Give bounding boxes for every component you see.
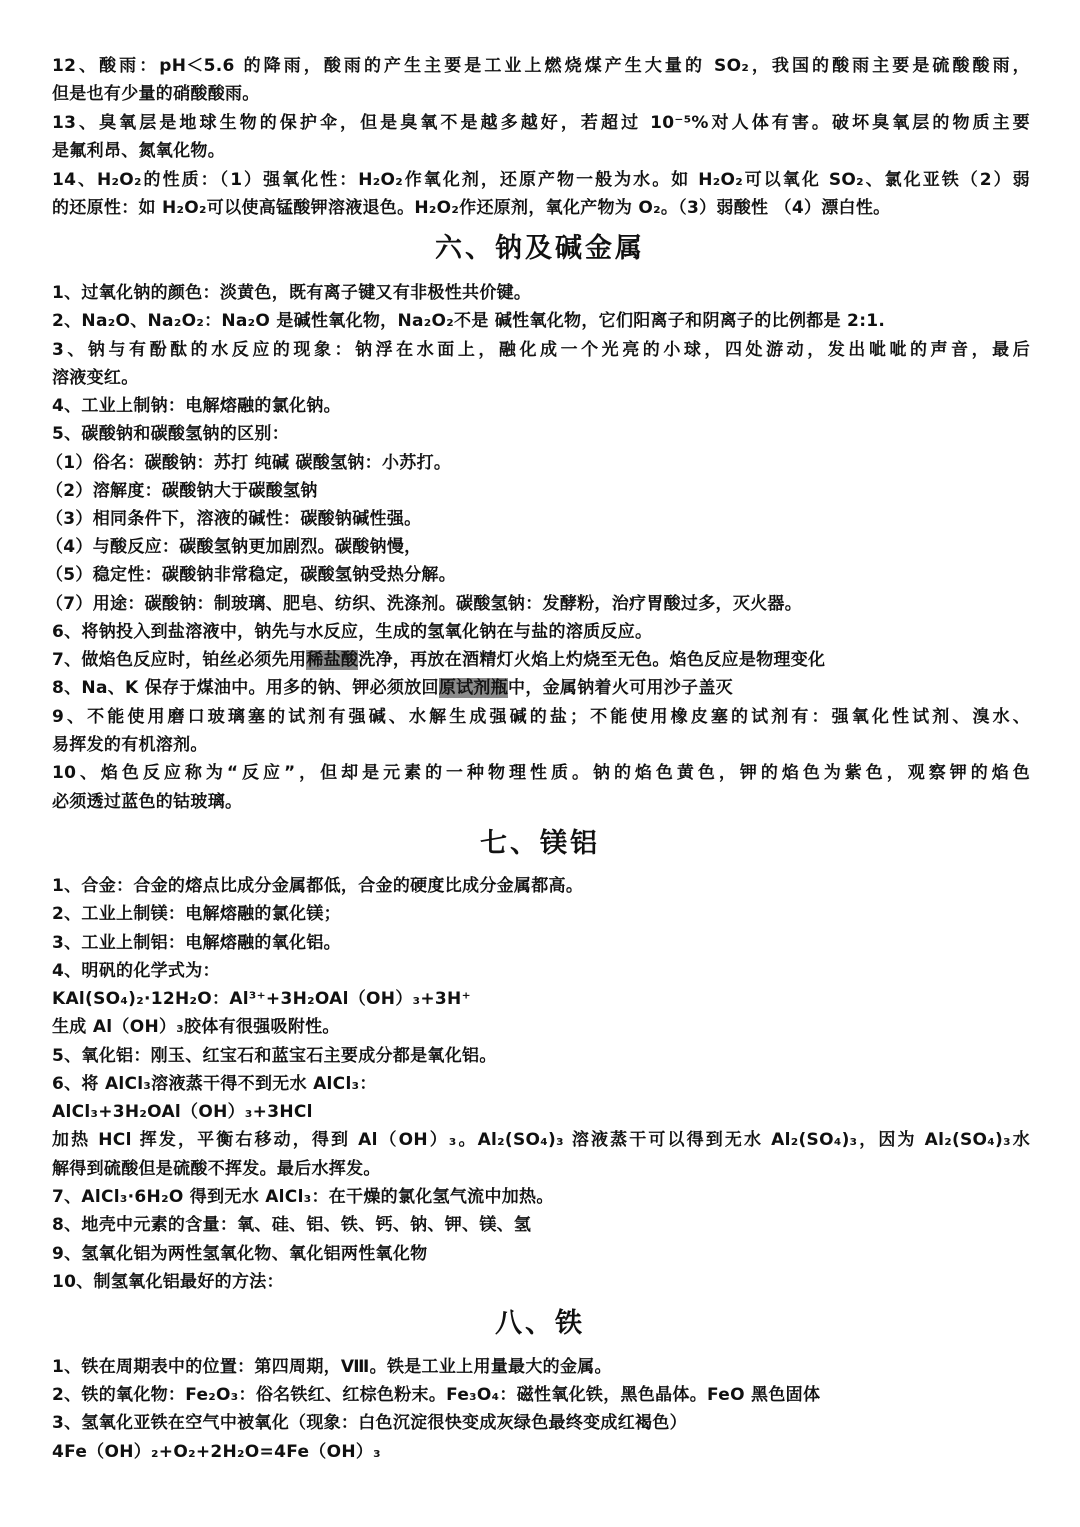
- s6-item-5-5: （5）稳定性：碳酸钠非常稳定，碳酸氢钠受热分解。: [46, 565, 457, 585]
- s7-item-3: 3、工业上制铝：电解熔融的氧化铝。: [52, 933, 341, 953]
- s6-item-10-line-2: 必须透过蓝色的钴玻璃。: [52, 792, 243, 812]
- s6-item-5-1: （1）俗名：碳酸钠：苏打 纯碱 碳酸氢钠：小苏打。: [46, 453, 452, 473]
- s6-item-5-4: （4）与酸反应：碳酸氢钠更加剧烈。碳酸钠慢，: [46, 537, 422, 557]
- section-6-heading: 六、钠及碱金属: [435, 233, 645, 264]
- s7-alum-formula: KAl(SO₄)₂·12H₂O：Al³⁺+3H₂OAl（OH）₃+3H⁺: [52, 989, 471, 1009]
- item-13-line-2: 是氟利昂、氮氧化物。: [52, 141, 225, 161]
- section-8-heading: 八、铁: [495, 1308, 585, 1339]
- item-14-line-1: 14、H₂O₂的性质：（1）强氧化性：H₂O₂作氧化剂，还原产物一般为水。如 H₂O₂可以氧化 SO₂、氯化亚铁（2）弱: [52, 170, 1030, 190]
- s6-item-10-line-1: 10、焰色反应称为“反应”，但却是元素的一种物理性质。钠的焰色黄色，钾的焰色为紫色，观察钾的焰色: [52, 763, 1030, 783]
- s6-item-8: [52, 674, 1030, 702]
- s6-item-7: [52, 646, 1030, 674]
- s7-item-5: 5、氧化铝：刚玉、红宝石和蓝宝石主要成分都是氧化铝。: [52, 1046, 497, 1066]
- s7-item-4: 4、明矾的化学式为：: [52, 961, 220, 981]
- s6-item-5-3: （3）相同条件下，溶液的碱性：碳酸钠碱性强。: [46, 509, 422, 529]
- s6-item-8-text-b: 中，金属钠着火可用沙子盖灭: [508, 678, 733, 698]
- s7-item-10: 10、制氢氧化铝最好的方法：: [52, 1272, 284, 1292]
- s7-item-2: 2、工业上制镁：电解熔融的氯化镁；: [52, 904, 341, 924]
- s6-item-9-line-2: 易挥发的有机溶剂。: [52, 735, 208, 755]
- s6-item-5-7: （7）用途：碳酸钠：制玻璃、肥皂、纺织、洗涤剂。碳酸氢钠：发酵粉，治疗胃酸过多，灭火器。: [46, 594, 803, 614]
- s7-item-8: 8、地壳中元素的含量：氧、硅、铝、铁、钙、钠、钾、镁、氢: [52, 1215, 532, 1235]
- s7-item-6-note-line-2: 解得到硫酸但是硫酸不挥发。最后水挥发。: [52, 1159, 381, 1179]
- s6-item-3-line-1: 3、钠与有酚酞的水反应的现象：钠浮在水面上，融化成一个光亮的小球，四处游动，发出呲呲的声音，最后: [52, 340, 1030, 360]
- highlighted-text: 稀盐酸: [306, 650, 359, 670]
- s7-item-7: 7、AlCl₃·6H₂O 得到无水 AlCl₃：在干燥的氯化氢气流中加热。: [52, 1187, 554, 1207]
- s7-alcl3-formula: AlCl₃+3H₂OAl（OH）₃+3HCl: [52, 1102, 313, 1122]
- s8-fe-formula: 4Fe（OH）₂+O₂+2H₂O=4Fe（OH）₃: [52, 1442, 381, 1462]
- s7-alum-note: 生成 Al（OH）₃胶体有很强吸附性。: [52, 1017, 340, 1037]
- s6-item-7-text-a: 7、做焰色反应时，铂丝必须先用: [52, 650, 307, 670]
- s7-item-9: 9、氢氧化铝为两性氢氧化物、氧化铝两性氧化物: [52, 1244, 428, 1264]
- s6-item-3-line-2: 溶液变红。: [52, 368, 139, 388]
- s6-item-4: 4、工业上制钠：电解熔融的氯化钠。: [52, 396, 341, 416]
- item-12-line-2: 但是也有少量的硝酸酸雨。: [52, 84, 260, 104]
- s6-item-8-text-a: 8、Na、K 保存于煤油中。用多的钠、钾必须放回: [52, 678, 439, 698]
- s6-item-7-text-b: 洗净，再放在酒精灯火焰上灼烧至无色。焰色反应是物理变化: [358, 650, 826, 670]
- s7-item-1: 1、合金：合金的熔点比成分金属都低，合金的硬度比成分金属都高。: [52, 876, 584, 896]
- s7-item-6: 6、将 AlCl₃溶液蒸干得不到无水 AlCl₃：: [52, 1074, 377, 1094]
- s6-item-1: 1、过氧化钠的颜色：淡黄色，既有离子键又有非极性共价键。: [52, 283, 532, 303]
- s7-item-6-note-line-1: 加热 HCl 挥发，平衡右移动，得到 Al（OH）₃。Al₂(SO₄)₃ 溶液蒸干可以得到无水 Al₂(SO₄)₃，因为 Al₂(SO₄)₃水: [52, 1130, 1030, 1150]
- s6-item-6: 6、将钠投入到盐溶液中，钠先与水反应，生成的氢氧化钠在与盐的溶质反应。: [52, 622, 653, 642]
- s6-item-5-2: （2）溶解度：碳酸钠大于碳酸氢钠: [46, 481, 318, 501]
- item-13-line-1: 13、臭氧层是地球生物的保护伞，但是臭氧不是越多越好，若超过 10⁻⁵%对人体有害。破坏臭氧层的物质主要: [52, 113, 1030, 133]
- section-7-heading: 七、镁铝: [480, 828, 600, 859]
- item-12-line-1: 12、酸雨：pH＜5.6 的降雨，酸雨的产生主要是工业上燃烧煤产生大量的 SO₂，我国的酸雨主要是硫酸酸雨，: [52, 56, 1030, 76]
- s6-item-9-line-1: 9、不能使用磨口玻璃塞的试剂有强碱、水解生成强碱的盐；不能使用橡皮塞的试剂有：强氧化性试剂、溴水、: [52, 707, 1030, 727]
- highlighted-text: 原试剂瓶: [438, 678, 509, 698]
- s8-item-2: 2、铁的氧化物：Fe₂O₃：俗名铁红、红棕色粉末。Fe₃O₄：磁性氧化铁，黑色晶体。FeO 黑色固体: [52, 1385, 821, 1405]
- s8-item-3: 3、氢氧化亚铁在空气中被氧化（现象：白色沉淀很快变成灰绿色最终变成红褐色）: [52, 1413, 687, 1433]
- s8-item-1: 1、铁在周期表中的位置：第四周期，Ⅷ。铁是工业上用量最大的金属。: [52, 1357, 612, 1377]
- s6-item-2: 2、Na₂O、Na₂O₂：Na₂O 是碱性氧化物，Na₂O₂不是 碱性氧化物，它们阳离子和阴离子的比例都是 2:1.: [52, 311, 886, 331]
- item-14-line-2: 的还原性：如 H₂O₂可以使高锰酸钾溶液退色。H₂O₂作还原剂，氧化产物为 O₂。（3）弱酸性 （4）漂白性。: [52, 198, 891, 218]
- s6-item-5: 5、碳酸钠和碳酸氢钠的区别：: [52, 424, 290, 444]
